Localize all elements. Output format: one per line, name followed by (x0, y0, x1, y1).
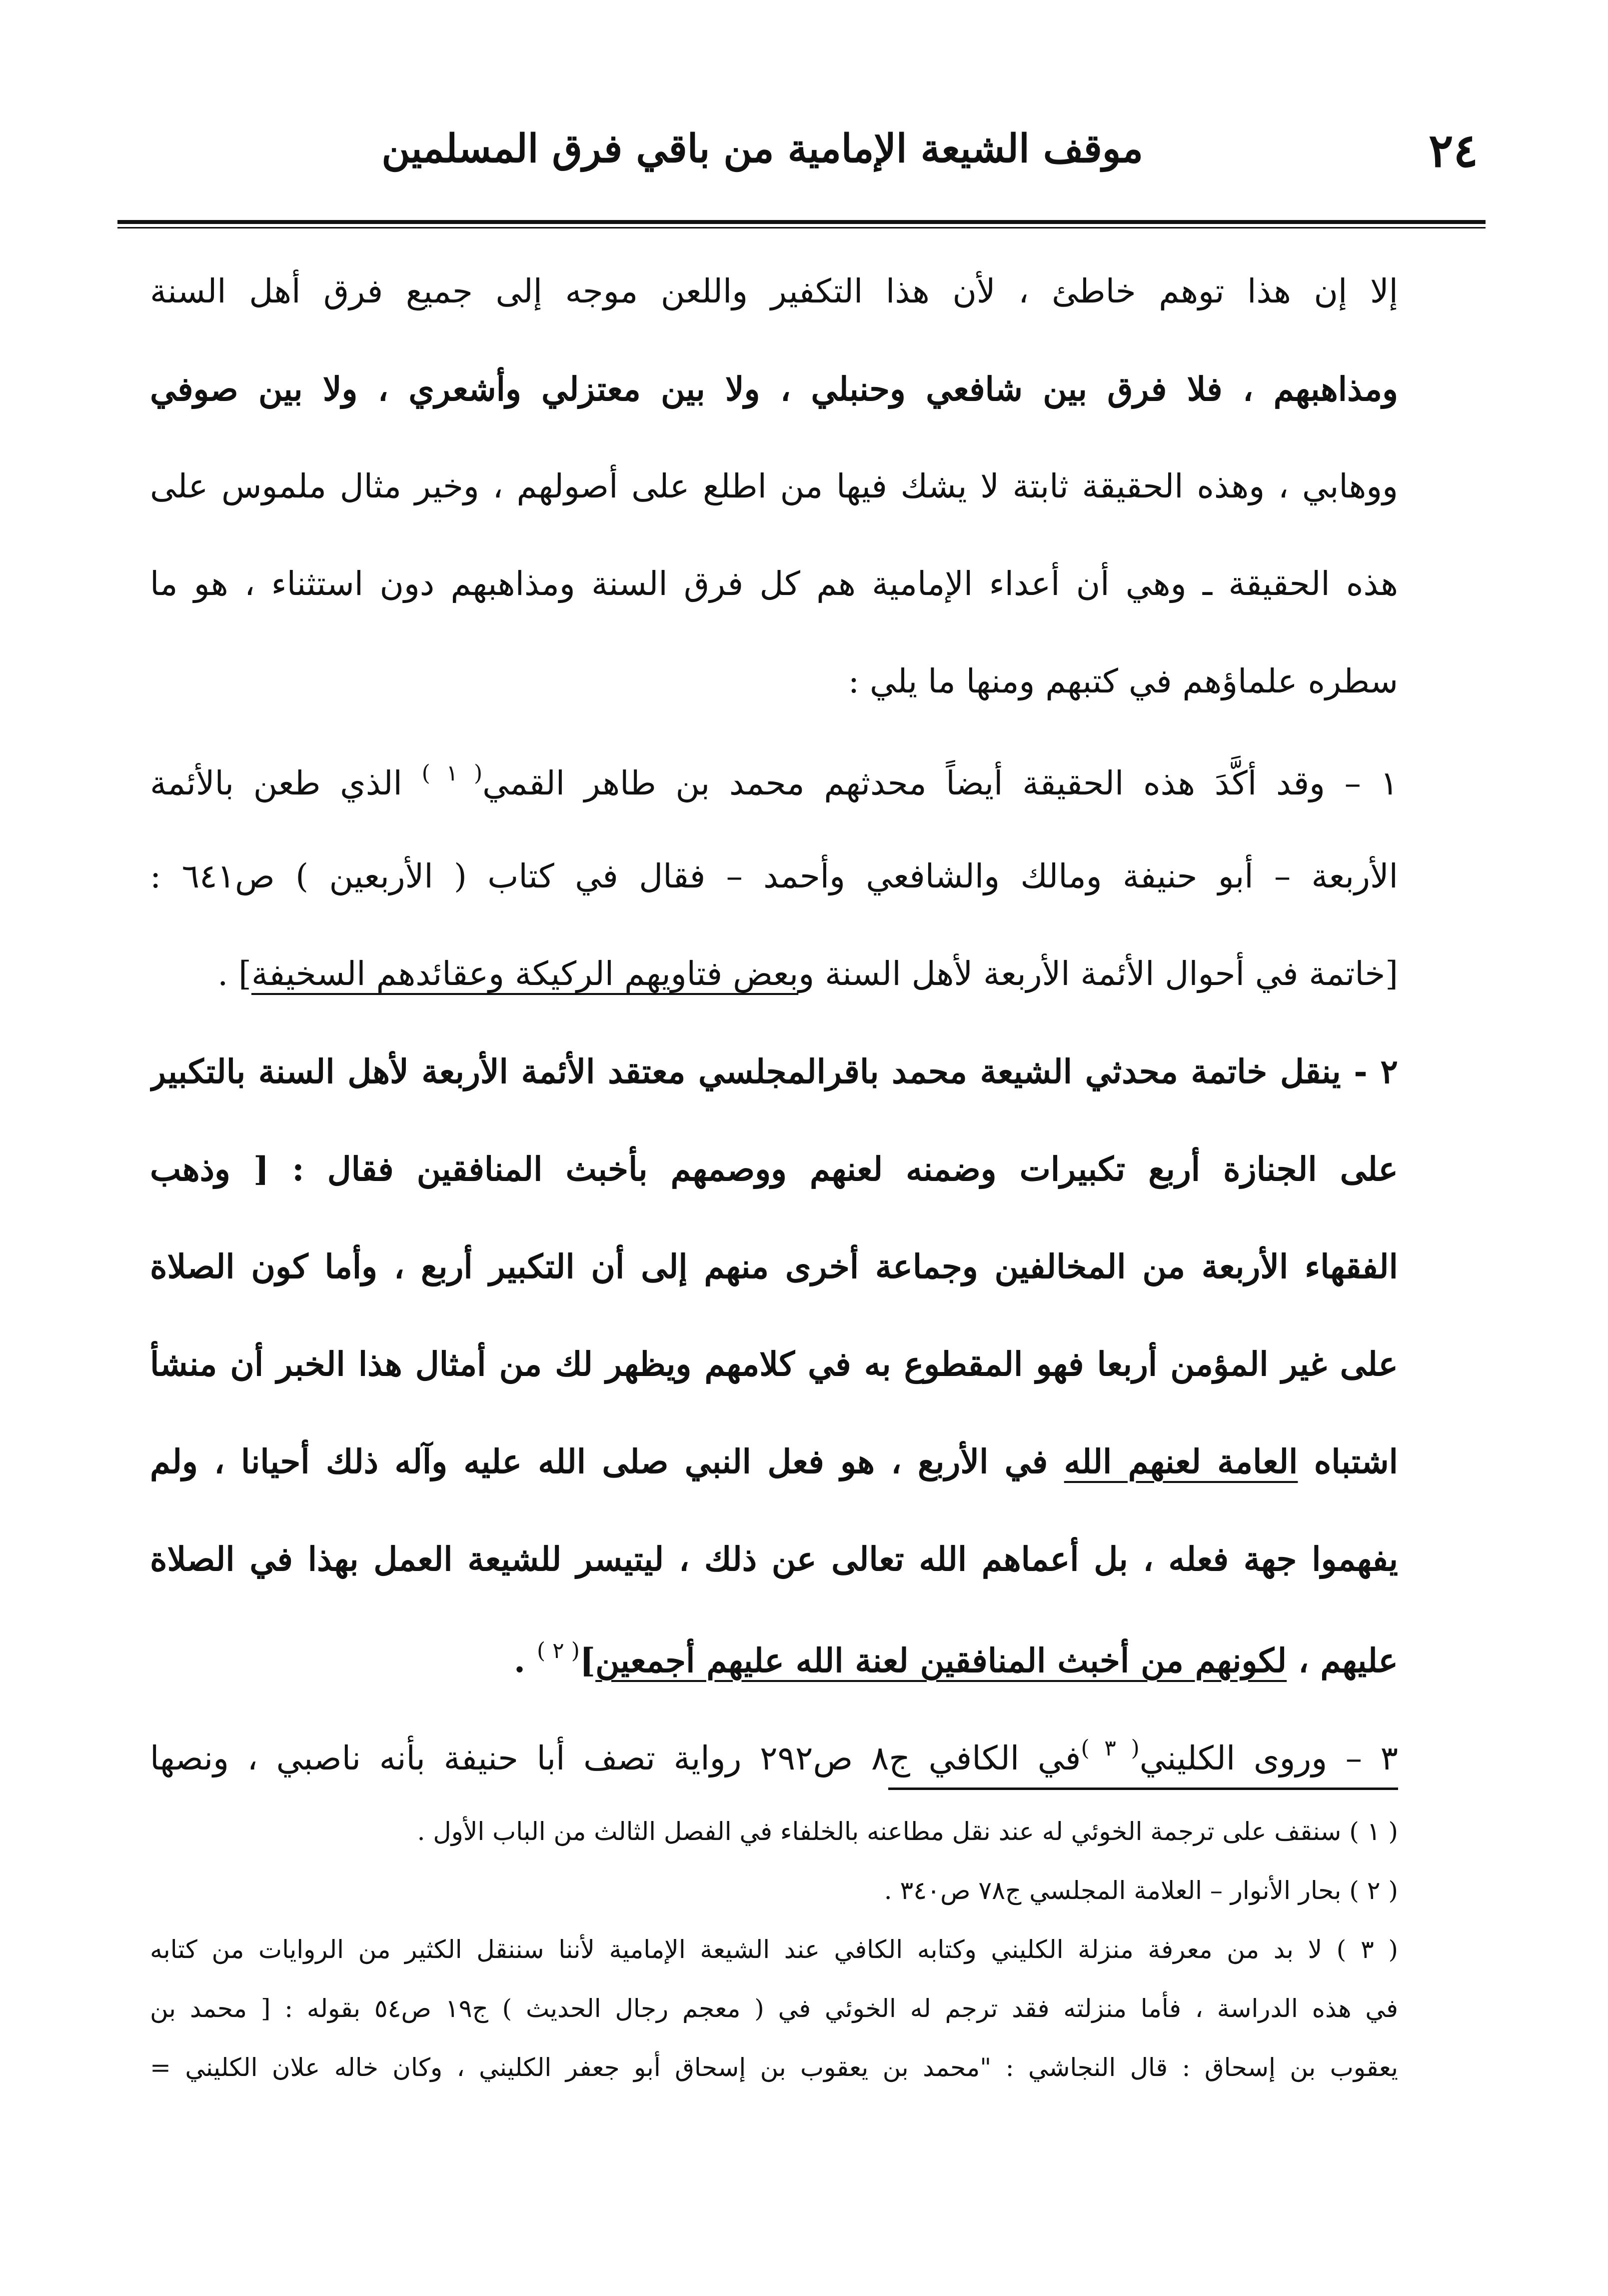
text-run: على غير المؤمن أربعا فهو المقطوع به في كلامهم ويظهر لك من أمثال هذا الخبر أن منشأ (150, 1344, 1398, 1384)
footnote-3 (150, 1923, 1398, 1982)
text-run: ٢ - ينقل خاتمة محدثي الشيعة محمد باقرالمجلسي معتقد الأئمة الأربعة لأهل السنة بالتكبير (150, 1052, 1398, 1091)
footnote-ref-3: ( ٣ ) (1081, 1736, 1140, 1761)
text-run: ١ – وقد أكَّدَ هذه الحقيقة أيضاً محدثهم محمد بن طاهر القمي (482, 764, 1398, 802)
text-run: يفهموا جهة فعله ، بل أعماهم الله تعالى عن ذلك ، ليتيسر للشيعة العمل بهذا في الصلاة (150, 1540, 1398, 1578)
text-run: ( ٢ ) بحار الأنوار – العلامة المجلسي ج٧٨ ص٣٤٠ . (884, 1876, 1398, 1905)
text-run: في الأربع ، هو فعل النبي صلى الله عليه وآله ذلك أحيانا ، ولم (150, 1442, 1064, 1481)
text-run: يعقوب بن إسحاق : قال النجاشي : "محمد بن يعقوب بن إسحاق أبو جعفر الكليني ، وكان خاله علان الكليني = (150, 2053, 1398, 2082)
text-run: الأربعة – أبو حنيفة ومالك والشافعي وأحمد – فقال في كتاب ( الأربعين ) ص٦٤١ : (150, 857, 1398, 896)
body-line-8 (150, 942, 1398, 1040)
text-run: ومذاهبهم ، فلا فرق بين شافعي وحنبلي ، ولا بين معتزلي وأشعري ، ولا بين صوفي (150, 370, 1398, 408)
body-line-10 (150, 1138, 1398, 1235)
running-title: موقف الشيعة الإمامية من باقي فرق المسلمين (381, 126, 1143, 172)
body-line-12 (150, 1332, 1398, 1430)
text-run: على الجنازة أربع تكبيرات وضمنه لعنهم ووصمهم بأخبث المنافقين فقال : [ وذهب (150, 1150, 1398, 1188)
text-run: ( ١ ) سنقف على ترجمة الخوئي له عند نقل مطاعنه بالخلفاء في الفصل الثالث من الباب الأول . (417, 1817, 1398, 1846)
text-run: إلا إن هذا توهم خاطئ ، لأن هذا التكفير واللعن موجه إلى جميع فرق أهل السنة (150, 272, 1398, 310)
text-run: [خاتمة في أحوال الأئمة الأربعة لأهل السنة و (798, 954, 1398, 993)
body-line-4 (150, 552, 1398, 650)
text-run: ( ٣ ) لا بد من معرفة منزلة الكليني وكتابه الكافي عند الشيعة الإمامية لأننا سننقل الكثير من الروايات من كتابه (150, 1935, 1398, 1964)
footnote-3-cont-1 (150, 1982, 1398, 2041)
header-rule (117, 220, 1486, 228)
footnote-1 (150, 1805, 1398, 1864)
text-run: هذه الحقيقة ـ وهي أن أعداء الإمامية هم كل فرق السنة ومذاهبهم دون استثناء ، هو ما (150, 564, 1398, 603)
body-line-11 (150, 1235, 1398, 1332)
text-run: سطره علماؤهم في كتبهم ومنها ما يلي : (848, 662, 1398, 700)
underlined-text: العامة لعنهم الله (1064, 1442, 1298, 1481)
running-head (120, 118, 1483, 188)
body-line-3 (150, 455, 1398, 552)
footnotes (150, 1805, 1398, 2100)
footnote-ref-2: ( ٢ ) (536, 1638, 580, 1664)
footnote-ref-1: ( ١ ) (421, 760, 483, 786)
text-run: في الكافي ج٨ ص٢٩٢ رواية تصف أبا حنيفة بأنه ناصبي ، ونصها (150, 1739, 1081, 1778)
text-run: اشتباه (1298, 1442, 1398, 1481)
text-run: عليهم ، (1287, 1641, 1398, 1680)
body-text (150, 260, 1398, 1820)
body-line-7 (150, 845, 1398, 942)
text-run: ووهابي ، وهذه الحقيقة ثابتة لا يشك فيها من اطلع على أصولهم ، وخير مثال ملموس على (150, 467, 1398, 506)
text-run: الفقهاء الأربعة من المخالفين وجماعة أخرى منهم إلى أن التكبير أربع ، وأما كون الصلاة (150, 1247, 1398, 1286)
body-line-9 (150, 1040, 1398, 1138)
body-line-14 (150, 1528, 1398, 1625)
body-line-6 (150, 748, 1398, 845)
body-line-5 (150, 650, 1398, 748)
footnote-separator (888, 1788, 1398, 1790)
footnote-3-cont-2 (150, 2041, 1398, 2100)
text-run: ٣ – وروى الكليني (1139, 1739, 1398, 1778)
text-run: في هذه الدراسة ، فأما منزلته فقد ترجم له الخوئي في ( معجم رجال الحديث ) ج١٩ ص٥٤ بقوله : [ محمد بن (150, 1994, 1398, 2023)
footnote-2 (150, 1864, 1398, 1923)
body-line-1 (150, 260, 1398, 358)
body-line-15 (150, 1625, 1398, 1722)
body-line-13 (150, 1430, 1398, 1528)
underlined-text: بعض فتاويهم الركيكة وعقائدهم السخيفة (251, 954, 799, 993)
page-number: ٢٤ (1429, 124, 1478, 178)
body-line-2 (150, 358, 1398, 455)
text-run: الذي طعن بالأئمة (150, 764, 402, 802)
text-run: ] (579, 1641, 596, 1680)
underlined-text: لكونهم من أخبث المنافقين لعنة الله عليهم أجمعين (595, 1641, 1287, 1680)
text-run: . (513, 1641, 537, 1680)
text-run: ] . (217, 954, 251, 993)
